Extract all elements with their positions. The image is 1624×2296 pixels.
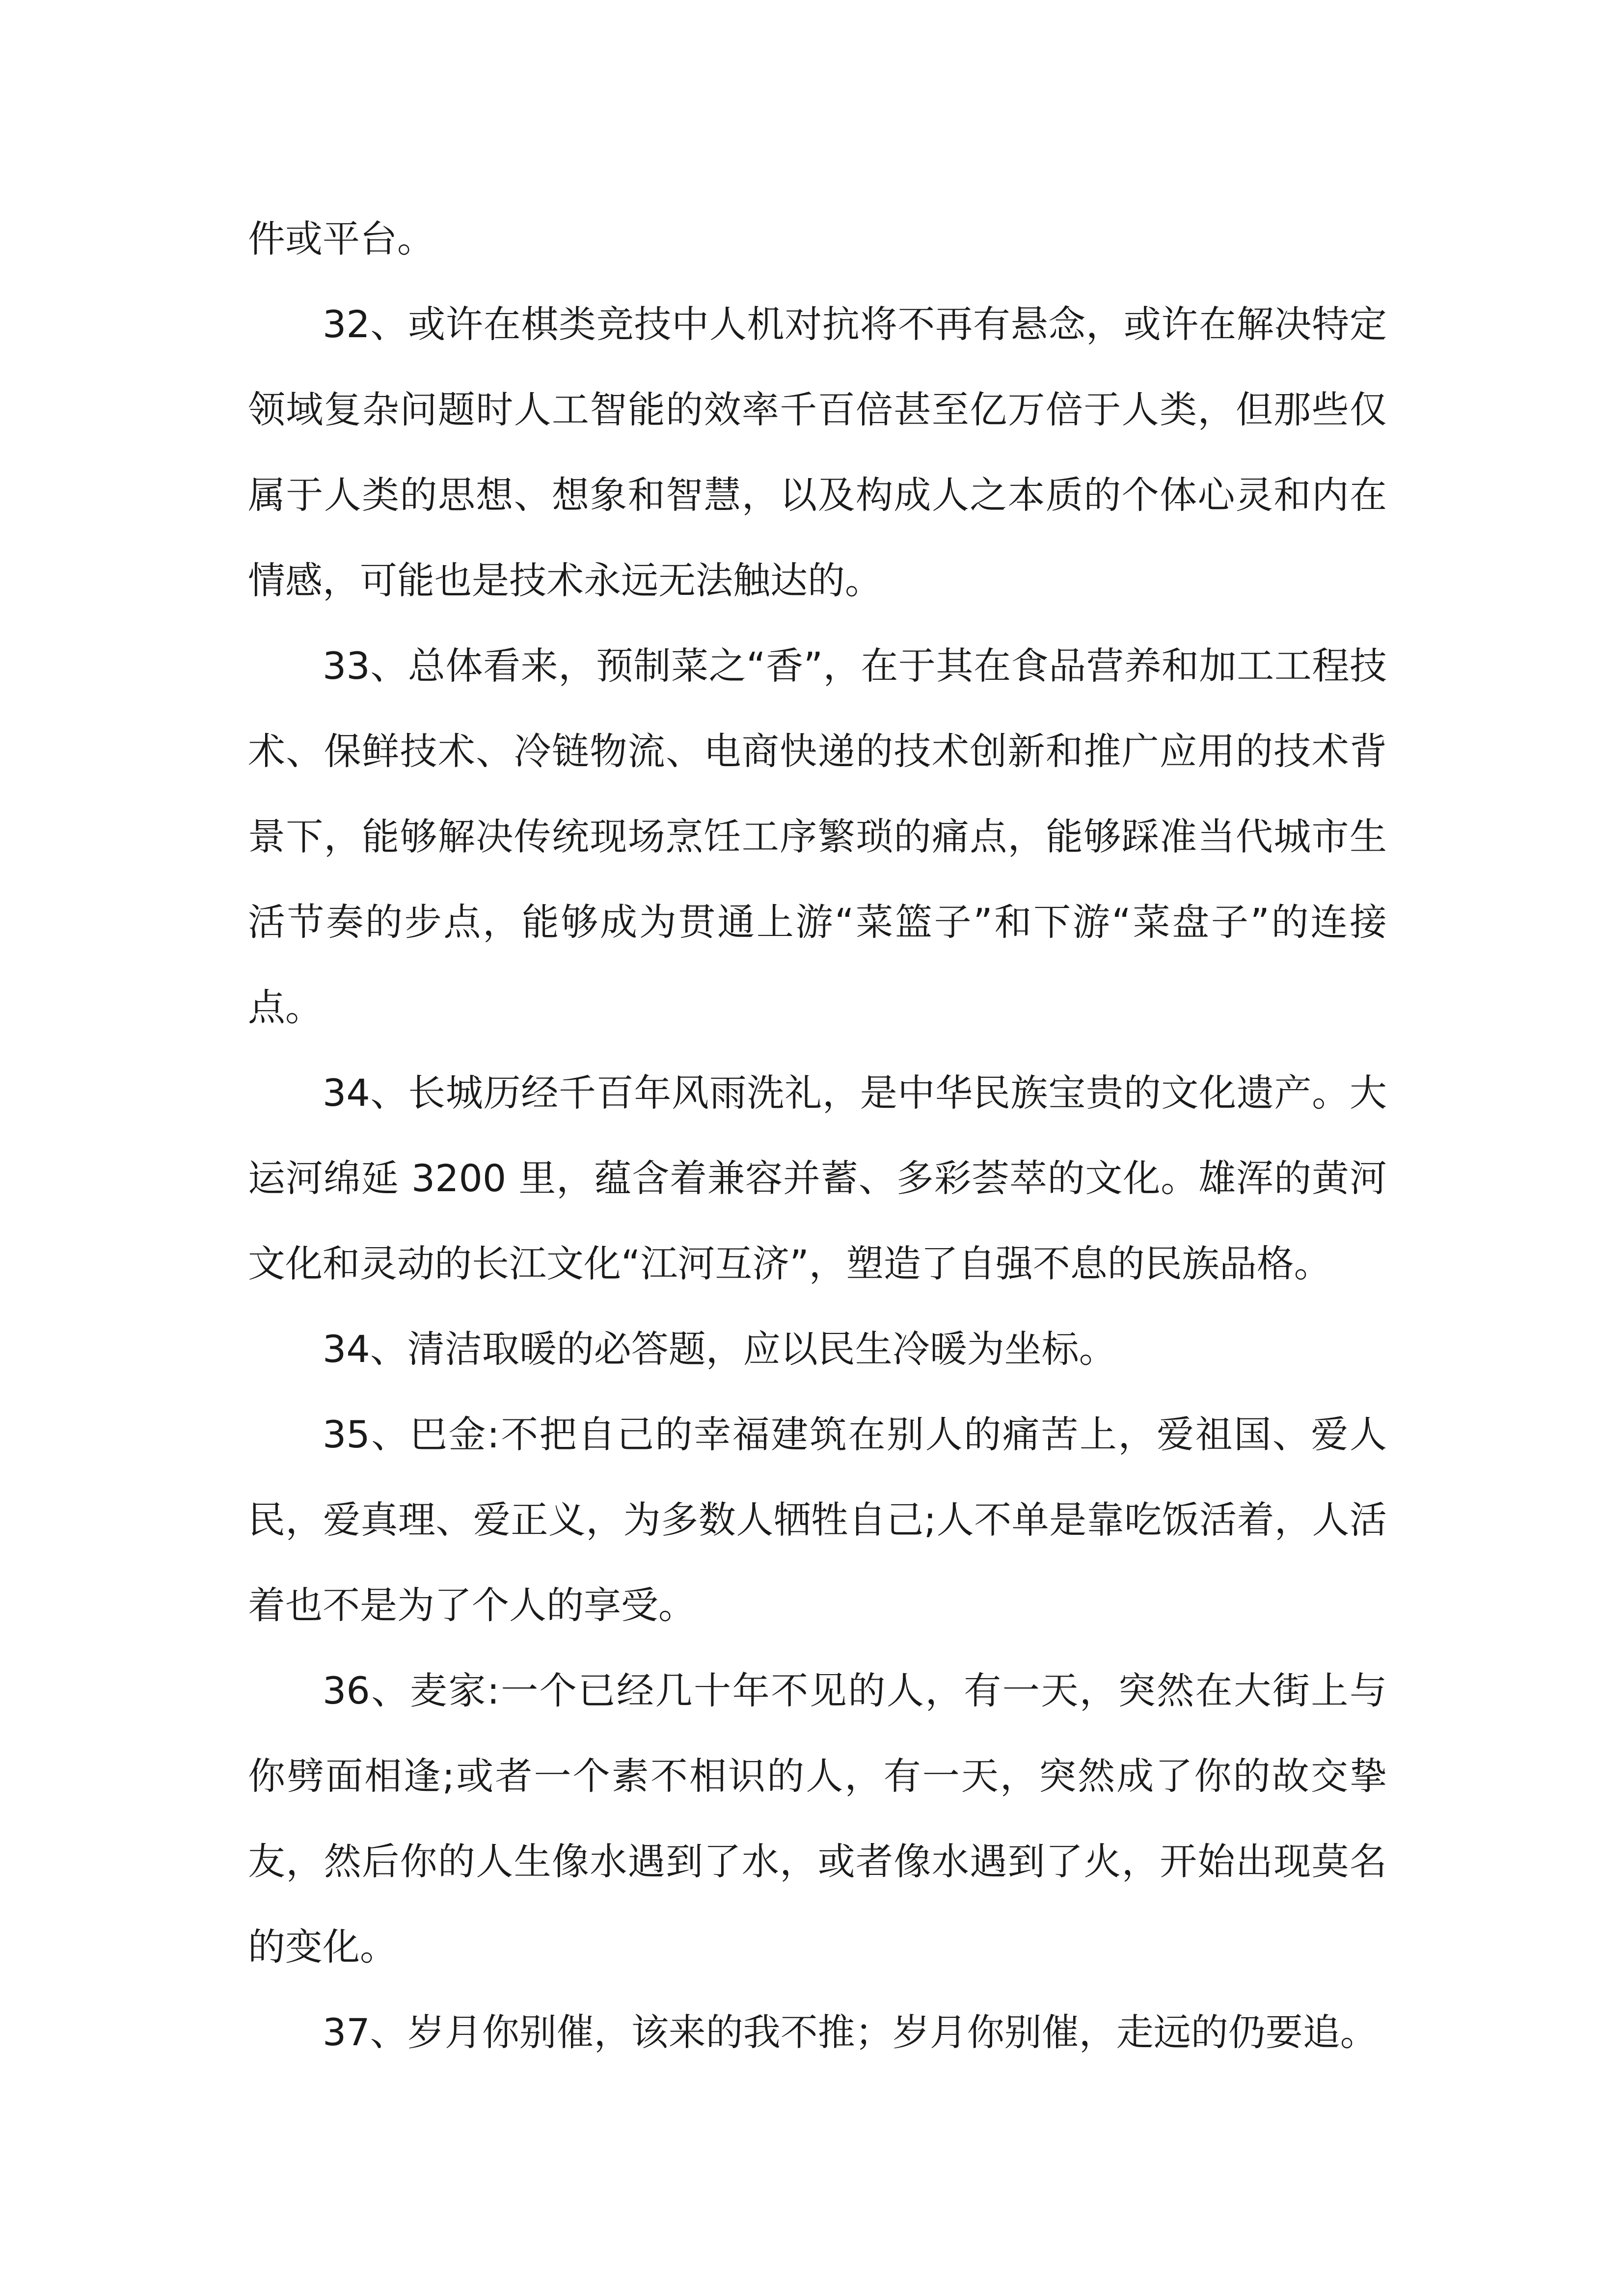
paragraph-32: 32、或许在棋类竞技中人机对抗将不再有悬念，或许在解决特定领域复杂问题时人工智能的效率千百倍甚至亿万倍于人类，但那些仅属于人类的思想、想象和智慧，以及构成人之本质的个体心灵和内在情感，可能也是技术永远无法触达的。 <box>248 302 1387 602</box>
paragraph-34-clean-heating: 34、清洁取暖的必答题，应以民生冷暖为坐标。 <box>323 1327 1116 1371</box>
paragraph-37: 37、岁月你别催，该来的我不推；岁月你别催，走远的仍要追。 <box>323 2010 1378 2054</box>
document-body <box>248 196 1387 2075</box>
paragraph-continuation: 件或平台。 <box>248 217 434 261</box>
paragraph-33: 33、总体看来，预制菜之“香”，在于其在食品营养和加工工程技术、保鲜技术、冷链物流、电商快递的技术创新和推广应用的技术背景下，能够解决传统现场烹饪工序繁琐的痛点，能够踩准当代城市生活节奏的步点，能够成为贯通上游“菜篮子”和下游“菜盘子”的连接点。 <box>248 644 1387 1029</box>
paragraph-35: 35、巴金:不把自己的幸福建筑在别人的痛苦上，爱祖国、爱人民，爱真理、爱正义，为多数人牺牲自己;人不单是靠吃饭活着，人活着也不是为了个人的享受。 <box>248 1413 1387 1627</box>
paragraph-34-great-wall: 34、长城历经千百年风雨洗礼，是中华民族宝贵的文化遗产。大运河绵延 3200 里，蕴含着兼容并蓄、多彩荟萃的文化。雄浑的黄河文化和灵动的长江文化“江河互济”，塑造了自强不息的民族品格。 <box>248 1071 1387 1285</box>
paragraph-36: 36、麦家:一个已经几十年不见的人，有一天，突然在大街上与你劈面相逢;或者一个素不相识的人，有一天，突然成了你的故交挚友，然后你的人生像水遇到了水，或者像水遇到了火，开始出现莫名的变化。 <box>248 1669 1387 1969</box>
